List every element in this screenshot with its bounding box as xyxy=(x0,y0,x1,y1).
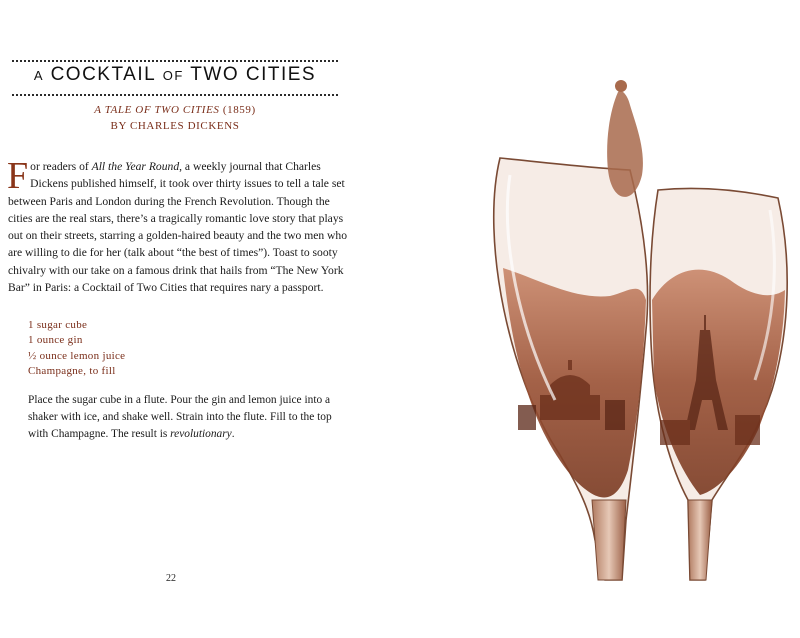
ingredient-item: 1 sugar cube xyxy=(28,319,88,331)
method-end: . xyxy=(231,428,235,440)
title-word-of: OF xyxy=(162,68,184,83)
method-text: Place the sugar cube in a flute. Pour the gin and lemon juice into a shaker with ice, and shake well. Strain into the flute. Fill to the top with Champagne. The result is xyxy=(28,394,332,440)
page-number: 22 xyxy=(166,573,176,584)
right-page xyxy=(400,0,800,638)
journal-name: All the Year Round xyxy=(91,160,180,173)
intro-paragraph xyxy=(7,155,348,296)
title-bottom-rule xyxy=(12,94,338,96)
title-word-cocktail: COCKTAIL xyxy=(50,64,157,85)
ingredient-item: Champagne, to fill xyxy=(28,365,116,378)
book-year: (1859) xyxy=(222,104,256,116)
champagne-splash xyxy=(607,91,643,197)
intro-text-a: or readers of xyxy=(30,160,92,173)
right-glass xyxy=(650,188,787,580)
book-title: A TALE OF TWO CITIES xyxy=(94,104,220,116)
splash-droplet xyxy=(615,80,627,92)
method-emphasis: revolutionary xyxy=(170,428,232,440)
title-top-rule xyxy=(12,60,338,62)
book-author: BY CHARLES DICKENS xyxy=(110,120,240,132)
intro-text-b: , a weekly journal that Charles Dickens published himself, it took over thirty issues to tell a tale set between Paris and London during the French Revolution. Though the cities are the real stars, there’s a tragically romantic love story that plays out on their streets, starring a golden-haired beauty and the two men who are willing to die for her (talk about “the best of times”). Toast to sooty chivalry with our take on a famous drink that hails from “The New York Bar” in Paris: a Cocktail of Two Cities that requires nary a passport. xyxy=(8,160,348,295)
ingredient-item: ½ ounce lemon juice xyxy=(28,349,126,362)
book-title-line xyxy=(12,104,338,116)
title-article: A xyxy=(33,68,45,83)
method-paragraph xyxy=(28,392,348,443)
ingredient-list xyxy=(28,318,125,380)
page-title xyxy=(12,64,338,86)
ingredient-item: 1 ounce gin xyxy=(28,334,83,347)
drop-cap: F xyxy=(7,155,29,197)
title-word-two-cities: TWO CITIES xyxy=(190,64,317,85)
champagne-glasses-illustration xyxy=(400,0,800,638)
